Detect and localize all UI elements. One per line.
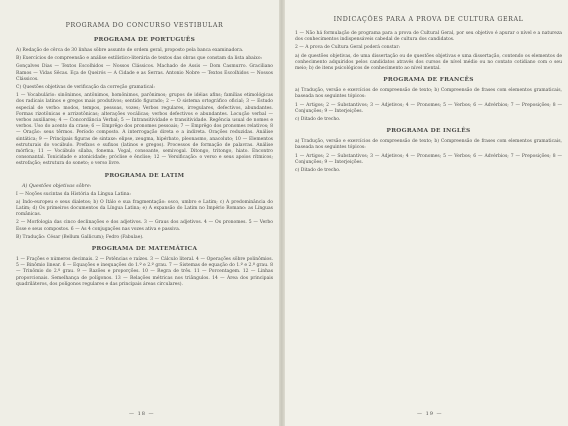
paragraph: c) Ditado de trecho. (295, 117, 341, 123)
paragraph: a) Tradução, versão e exercícios de compreensão de texto; b) Compreensão de frases com elementos gramaticais, baseada nos seguintes tópicos: (295, 88, 562, 100)
paragraph: B) Exercícios de compreensão e análise estilístico-literária de textos das obras que constam da lista abaixo: (16, 56, 263, 62)
page-number: — 19 — (417, 411, 443, 417)
paragraph: c) Ditado de trecho. (295, 168, 341, 174)
section-heading-frances: PROGRAMA DE FRANCÊS (383, 77, 474, 84)
paragraph: a) de questões objetivas, de uma dissertação ou de questões objetivas e uma dissertação, contendo os elementos de conhecimento adquiridos pelos candidatos através dos cursos de nível médio ou no contato cotidiano com o seu meio; b) de itens psicológicos de conhecimento ao nível mental. (295, 53, 562, 72)
paragraph: A) Redação de cêrca de 30 linhas sôbre assunto de ordem geral, proposto pela banca examinadora. (16, 48, 244, 53)
page-title: INDICAÇÕES PARA A PROVA DE CULTURA GERAL (333, 16, 524, 23)
paragraph: 2 — Morfologia das cinco declinações e dos adjetivos. 3 — Graus dos adjetivos. 4 — Os pronomes. 5 — Verbo Esse e seus compostos. 6 — As 4 conjugações nas vozes ativa e passiva. (16, 220, 273, 232)
section-heading-portugues: PROGRAMA DE PORTUGUÊS (93, 37, 196, 43)
paragraph: 2 — A prova de Cultura Geral poderá constar: (295, 45, 400, 51)
paragraph: I — Noções sucintas da História da Língua Latina: (16, 191, 131, 197)
paragraph: 1 — Artigos; 2 — Substantivos; 3 — Adjetivos; 4 — Pronomes; 5 — Verbos; 6 — Advérbios; 7 — Preposições; 8 — Conjunções; 9 — Interjeições. (295, 102, 562, 114)
paragraph: Gonçalves Dias — Textos Escolhidos — Nossos Clássicos. Machado de Assis — Dom Casmurro. Graciliano Ramos — Vidas Sêcas. Eça de Queirós — A Cidade e as Serras. Antonio Nobre — Textos Escolhidos — Nossos Clássicos. (16, 64, 273, 82)
page-number: — 18 — (129, 411, 155, 417)
subheading: A) Questões objetivas sôbre: (22, 183, 92, 189)
right-page (281, 0, 568, 426)
page-title: PROGRAMA DO CONCURSO VESTIBULAR (65, 22, 224, 29)
section-heading-matematica: PROGRAMA DE MATEMÁTICA (91, 246, 198, 253)
paragraph: B) Tradução: César (Bellum Gallicum); Fedro (Fabulae). (16, 234, 144, 240)
section-heading-latim: PROGRAMA DE LATIM (104, 172, 185, 179)
paragraph: 1 — Artigos; 2 — Substantivos; 3 — Adjetivos; 4 — Pronomes; 5 — Verbos; 6 — Advérbios; 7 — Preposições; 8 — Conjunções; 9 — Interjeições. (295, 153, 562, 165)
paragraph: 1 — Frações e números decimais. 2 — Potências e raízes. 3 — Cálculo literal. 4 — Operações sôbre polinômios. 5 — Binômio linear. 6 — Equações e inequações do 1.º e 2.º grau. 7 — Sistemas de equação do 1.º e 2.º grau. 8 — Trinômio do 2.º grau. 9 — Razões e proporções. 10 — Regra de três. 11 — Porcentagem. 12 — Linhas proporcionais. Semelhança de polígonos. 13 — Relações métricas nos triângulos. 14 — Área dos principais quadriláteros, dos polígonos regulares e das principais áreas circulares). (16, 257, 273, 287)
book-gutter (279, 0, 285, 426)
paragraph: C) Questões objetivas de verificação da correção gramatical: (16, 85, 155, 91)
section-heading-ingles: PROGRAMA DE INGLÊS (386, 128, 471, 135)
paragraph: a) Tradução, versão e exercícios de compreensão de texto; b) Compreensão de frases com elementos gramaticais, baseada nos seguintes tópicos: (295, 139, 562, 151)
paragraph: 1 — Vocabulário: sinônimos, antônimos, homônimos, parônimos; grupos de idéias afins; famílias etimológicas dos radicais latinos e gregos mais produtivos; sentido figurado; 2 — O sistema ortográfico oficial; 3 — Estudo especial de verbo: modos, tempos, pessoas, vozes; Verbos regulares, irregulares, defectivos, abundantes. Formas rizotônicas e arrizotônicas; alterações vocálicas; verbos defectivos e abundantes. Locução verbal — verbos auxiliares; 4 — Concordância Verbal; 5 — Intransitividade e transitividade. Regência usual de nomes e verbos. Uso do acento da crase; 6 — Emprêgo dos pronomes pessoais; 7 — Emprêgo dos pronomes relativos; 8 — Oração: seus têrmos. Período composto. A interrogação direta e a indireta. Orações reduzidas. Análise sintática; 9 — Princípais figuras de sintaxe: elipse, zeugma, hipérbato, pleonasmo, anacoluto; 10 — Elementos estruturais do vocábulo. Prefixos e sufixos (latinos e gregos). Processos de formação de palavras. Análise mórfica; 11 — Vocábulo sílaba, fonema. Vogal, consoante, semivogal. Ditongo, tritongo, hiato. Encontro consonantal. Tonicidade e atonicidade; próclise e ênclise; 12 — Versificação: o verso e seus apoios rítmicos; estrofação; estrutura do soneto; o verso livre. (16, 93, 273, 167)
paragraph: a) Indo-europeu e seus dialetos; b) O Itálo e sua fragmentação: osco, umbro e Latim; c) A predominância do Latim; d) Os primeiros documentos da Língua Latina; e) A expansão do Latim no Império Romano: as Línguas românicas. (16, 199, 273, 218)
left-page (0, 0, 281, 426)
paragraph: 1 — Não há formulação de programa para a prova de Cultural Geral, por seu objetivo é apurar o nível e a natureza dos conhecimentos indispensáveis cabedal de cultura dos candidatos. (295, 31, 562, 43)
